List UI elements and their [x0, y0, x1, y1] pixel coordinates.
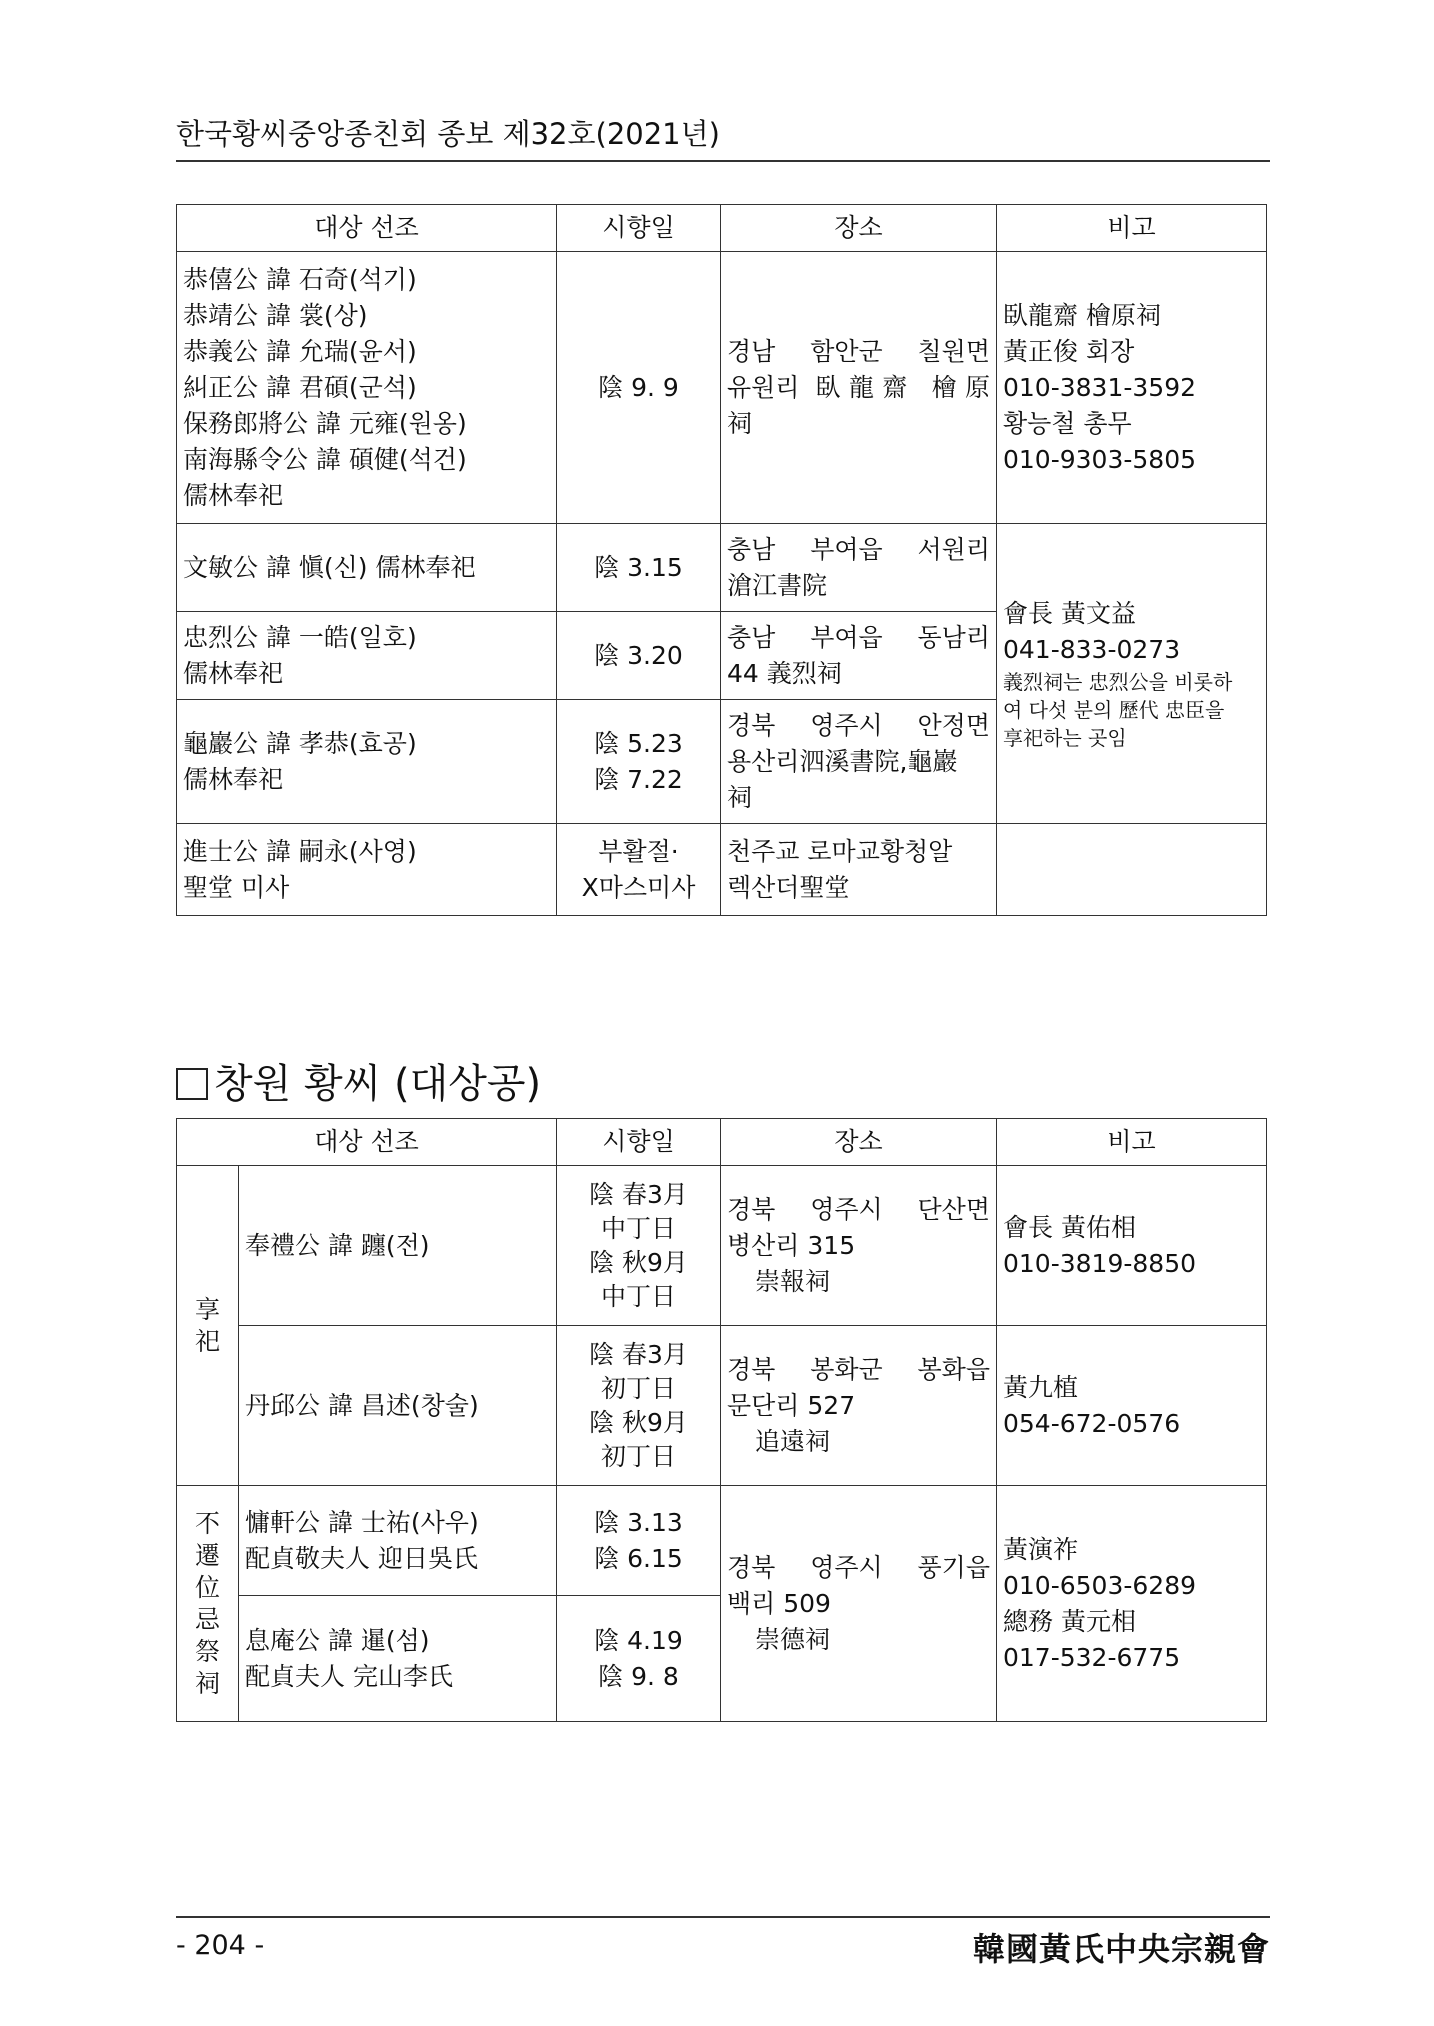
header-title: 한국황씨중앙종친회 종보 제32호(2021년)	[176, 117, 720, 151]
shared-note-cell: 黃演祚 010-6503-6289 總務 黃元相 017-532-6775	[997, 1486, 1267, 1722]
checkbox-icon	[176, 1068, 208, 1100]
table-row	[177, 1166, 1267, 1326]
group-label-bulcheonwi: 不 遷 位 忌 祭 祠	[177, 1486, 239, 1722]
col-header-ancestor: 대상 선조	[177, 205, 557, 252]
place-cell: 충남 부여읍 서원리 滄江書院	[721, 524, 997, 612]
shared-note-cell: 會長 黃文益 041-833-0273 義烈祠는 忠烈公을 비롯하 여 다섯 분의 歷代 忠臣을 享祀하는 곳임	[997, 524, 1267, 824]
place-cell: 경북 영주시 안정면 용산리泗溪書院,龜巖 祠	[721, 700, 997, 824]
note-cell	[997, 824, 1267, 916]
table-row	[177, 252, 1267, 524]
ancestor-cell: 恭僖公 諱 石奇(석기) 恭靖公 諱 裳(상) 恭義公 諱 允瑞(윤서) 糾正公 諱 君碩(군석) 保務郎將公 諱 元雍(원옹) 南海縣令公 諱 碩健(석건) 儒林奉祀	[177, 252, 557, 524]
ancestor-cell: 龜巖公 諱 孝恭(효공) 儒林奉祀	[177, 700, 557, 824]
table-header-row	[177, 205, 1267, 252]
col-header-date: 시향일	[557, 205, 721, 252]
note-cell: 黃九植 054-672-0576	[997, 1326, 1267, 1486]
ancestor-cell: 奉禮公 諱 躔(전)	[239, 1166, 557, 1326]
col-header-note: 비고	[997, 1119, 1267, 1166]
table-row	[177, 824, 1267, 916]
note-small-text: 義烈祠는 忠烈公을 비롯하 여 다섯 분의 歷代 忠臣을 享祀하는 곳임	[1003, 669, 1233, 750]
shared-place-cell: 경북 영주시 풍기읍 백리 509 崇德祠	[721, 1486, 997, 1722]
table-row	[177, 524, 1267, 612]
place-cell: 경북 봉화군 봉화읍 문단리 527 追遠祠	[721, 1326, 997, 1486]
ancestor-cell: 息庵公 諱 暹(섬) 配貞夫人 完山李氏	[239, 1596, 557, 1722]
table-row	[177, 1486, 1267, 1596]
note-cell: 臥龍齋 檜原祠 黃正俊 회장 010-3831-3592 황능철 총무 010-9303-5805	[997, 252, 1267, 524]
col-header-ancestor: 대상 선조	[177, 1119, 557, 1166]
col-header-note: 비고	[997, 205, 1267, 252]
ancestor-cell: 慵軒公 諱 士祐(사우) 配貞敬夫人 迎日吳氏	[239, 1486, 557, 1596]
group-label-hyangsa: 享 祀	[177, 1166, 239, 1486]
place-cell: 천주교 로마교황청알 렉산더聖堂	[721, 824, 997, 916]
col-header-place: 장소	[721, 1119, 997, 1166]
place-cell: 충남 부여읍 동남리 44 義烈祠	[721, 612, 997, 700]
place-cell: 경남 함안군 칠원면 유원리 臥龍齋 檜原 祠	[721, 252, 997, 524]
date-cell: 陰 3.15	[557, 524, 721, 612]
date-cell: 陰 5.23 陰 7.22	[557, 700, 721, 824]
footer-rule	[176, 1916, 1270, 1918]
date-cell: 부활절· X마스미사	[557, 824, 721, 916]
footer-brand-logo: 韓國黃氏中央宗親會	[972, 1930, 1270, 1968]
section-title: 창원 황씨 (대상공)	[176, 1052, 541, 1109]
page-number: - 204 -	[176, 1930, 265, 1961]
date-cell: 陰 春3月 中丁日 陰 秋9月 中丁日	[557, 1166, 721, 1326]
ancestor-cell: 進士公 諱 嗣永(사영) 聖堂 미사	[177, 824, 557, 916]
col-header-date: 시향일	[557, 1119, 721, 1166]
ancestor-rites-table-2	[176, 1118, 1267, 1722]
date-cell: 陰 9. 9	[557, 252, 721, 524]
date-cell: 陰 3.20	[557, 612, 721, 700]
ancestor-cell: 丹邱公 諱 昌述(창술)	[239, 1326, 557, 1486]
ancestor-rites-table-1	[176, 204, 1267, 916]
table-header-row	[177, 1119, 1267, 1166]
date-cell: 陰 春3月 初丁日 陰 秋9月 初丁日	[557, 1326, 721, 1486]
header-rule	[176, 160, 1270, 162]
table-row	[177, 1326, 1267, 1486]
col-header-place: 장소	[721, 205, 997, 252]
date-cell: 陰 4.19 陰 9. 8	[557, 1596, 721, 1722]
note-cell: 會長 黃佑相 010-3819-8850	[997, 1166, 1267, 1326]
ancestor-cell: 忠烈公 諱 一皓(일호) 儒林奉祀	[177, 612, 557, 700]
place-cell: 경북 영주시 단산면 병산리 315 崇報祠	[721, 1166, 997, 1326]
ancestor-cell: 文敏公 諱 愼(신) 儒林奉祀	[177, 524, 557, 612]
date-cell: 陰 3.13 陰 6.15	[557, 1486, 721, 1596]
